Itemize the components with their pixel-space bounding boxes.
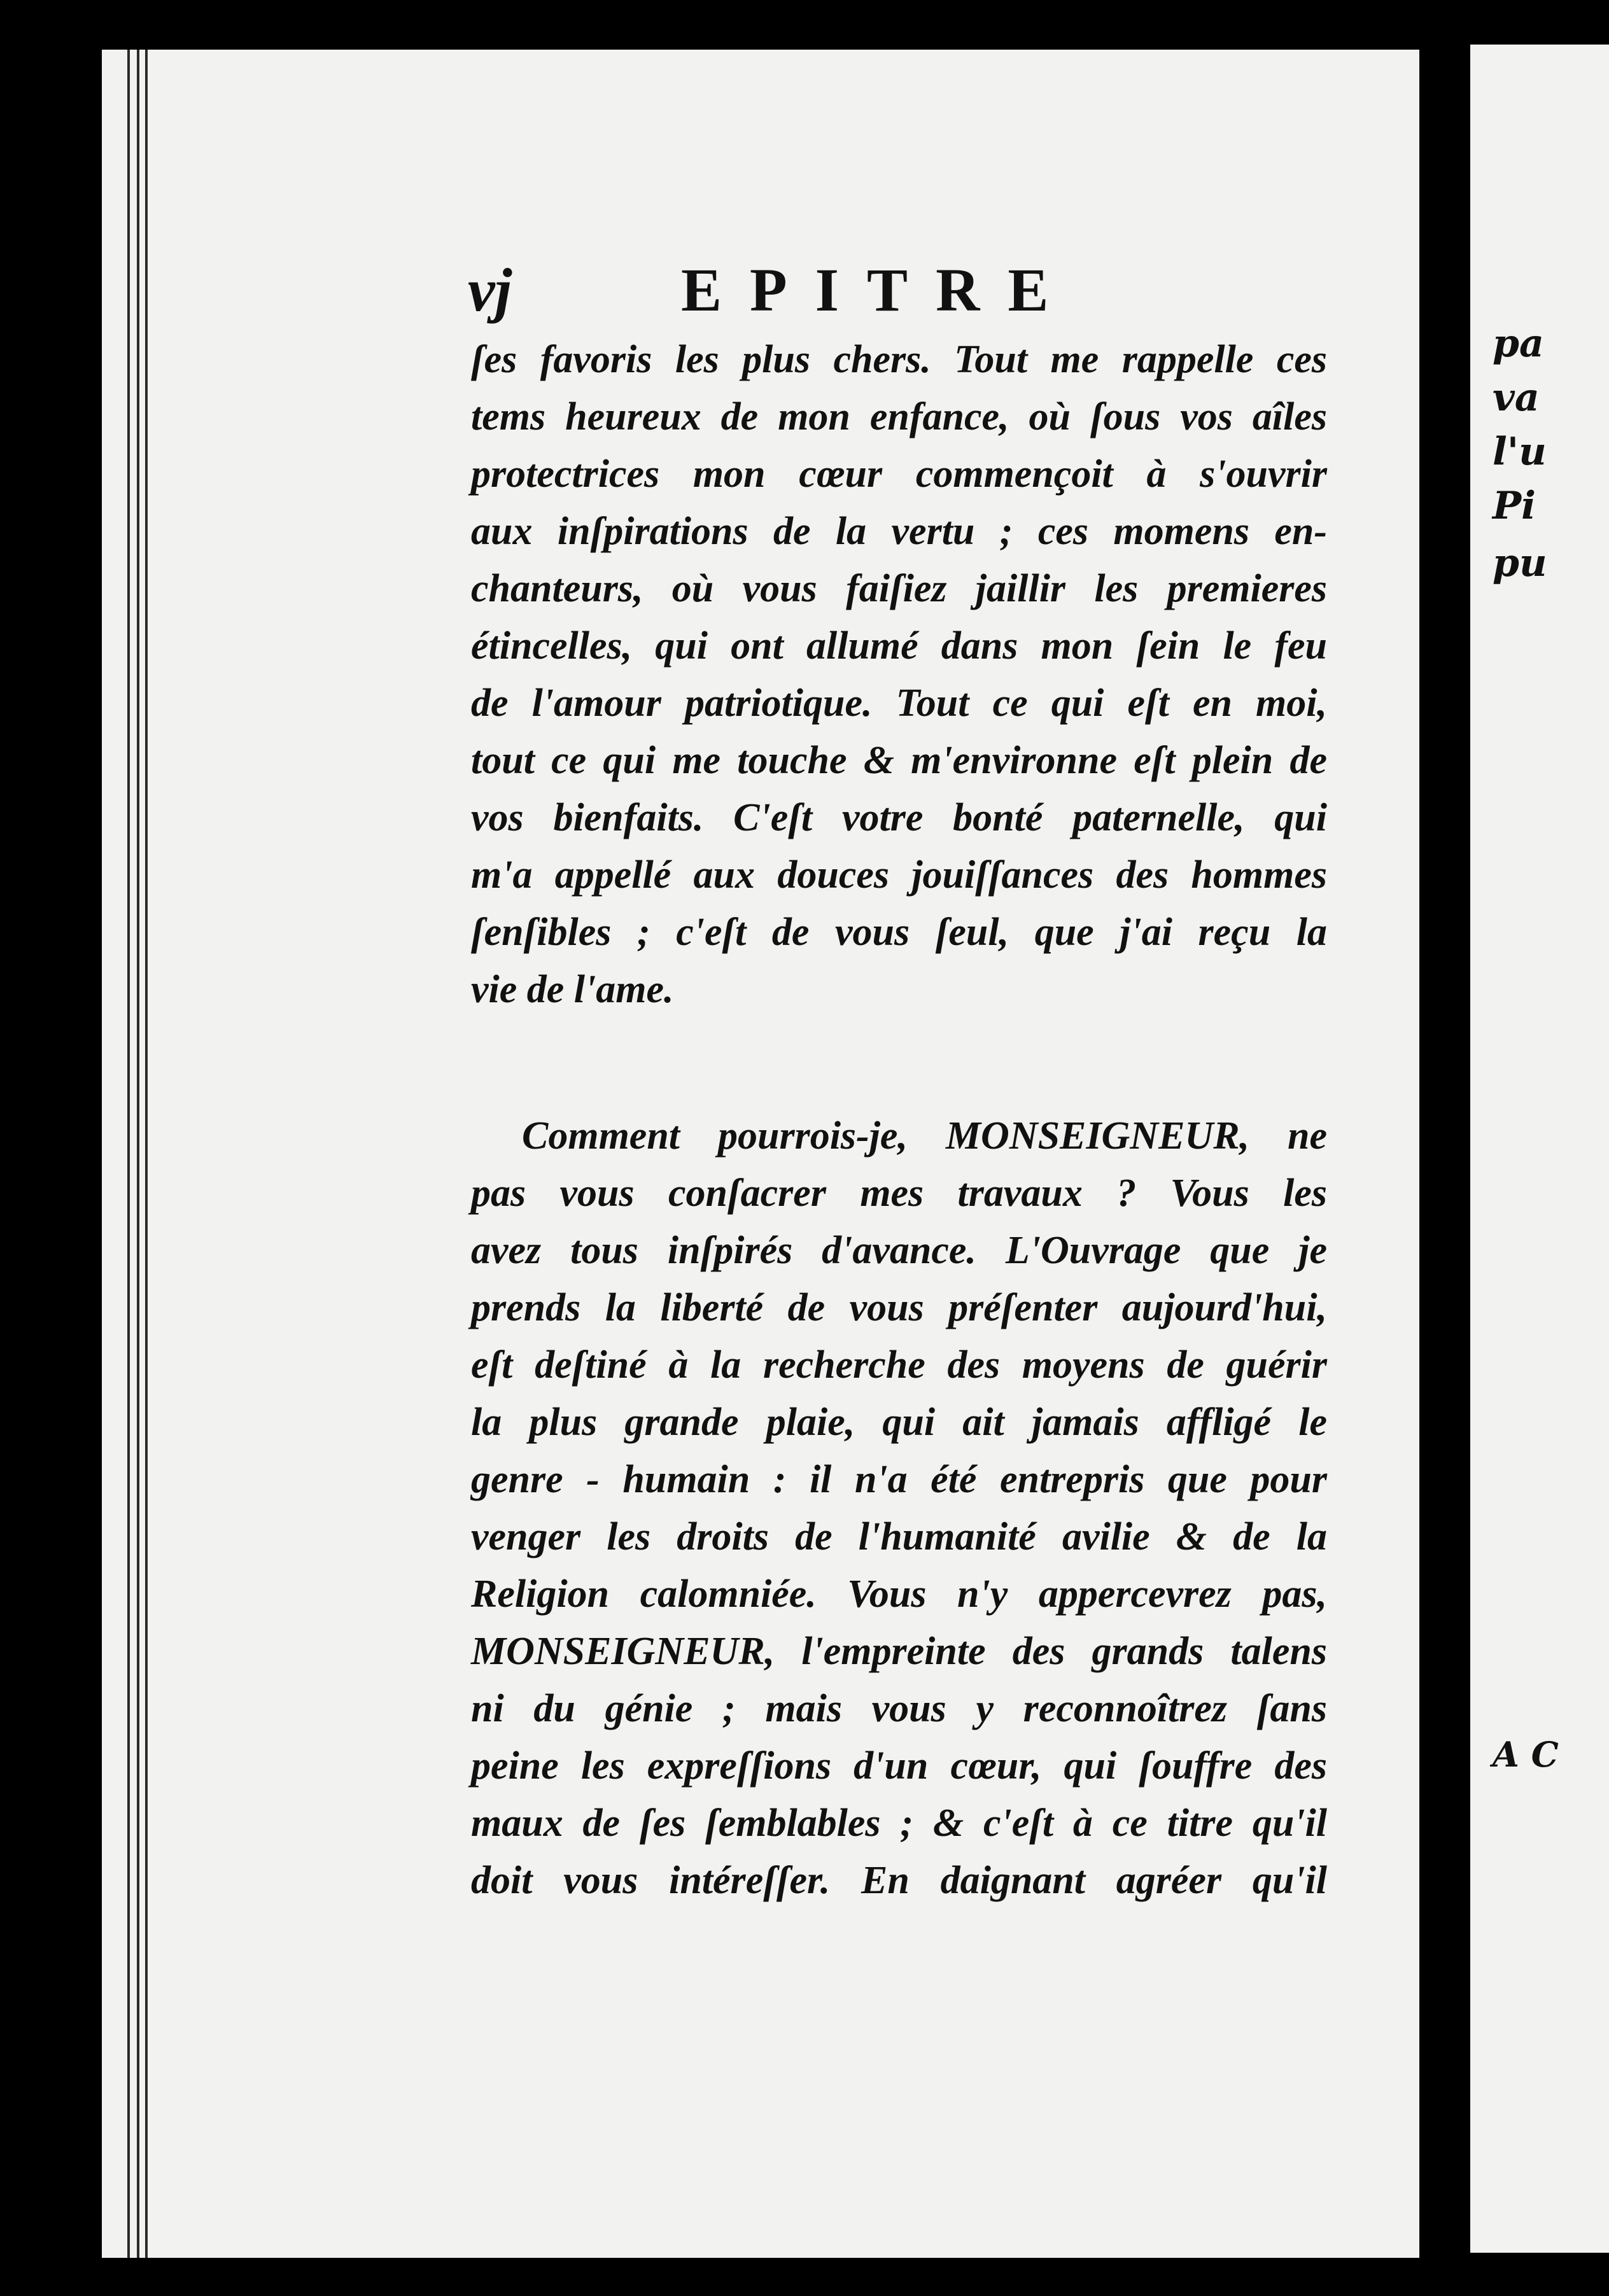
page-edge-line (145, 50, 148, 2258)
text-line: de l'amour patriotique. Tout ce qui eſt en moi, (471, 682, 1327, 725)
text-line: vie de l'ame. (471, 968, 674, 1011)
text-line: genre - humain : il n'a été entrepris que pour (471, 1458, 1327, 1501)
text-line: Religion calomniée. Vous n'y appercevrez pas, (471, 1572, 1327, 1616)
facing-page-fragment: A C (1493, 1734, 1559, 1775)
text-line: maux de ſes ſemblables ; & c'eſt à ce titre qu'il (471, 1802, 1327, 1845)
text-line: protectrices mon cœur commençoit à s'ouvrir (471, 452, 1327, 496)
page-header (468, 255, 1321, 325)
page-number: vj (468, 256, 512, 324)
text-line: peine les expreſſions d'un cœur, qui ſouffre des (471, 1744, 1327, 1788)
paragraph-gap (471, 1018, 1327, 1107)
facing-page-fragment: Pi (1493, 484, 1536, 528)
body-text (471, 331, 1327, 1909)
text-line: prends la liberté de vous préſenter aujourd'hui, (471, 1286, 1327, 1329)
text-line: m'a appellé aux douces jouiſſances des hommes (471, 853, 1327, 897)
facing-page (1470, 45, 1609, 2253)
text-line: tout ce qui me touche & m'environne eſt plein de (471, 739, 1327, 782)
facing-page-fragment: va (1493, 375, 1540, 420)
text-line: étincelles, qui ont allumé dans mon ſein le feu (471, 624, 1327, 668)
text-line: Comment pourrois-je, MONSEIGNEUR, ne (522, 1114, 1327, 1158)
text-line: la plus grande plaie, qui ait jamais affligé le (471, 1401, 1327, 1444)
text-line: chanteurs, où vous faiſiez jaillir les premieres (471, 567, 1327, 610)
page-edge-line (137, 50, 139, 2258)
facing-page-fragment: pu (1493, 541, 1547, 585)
text-line: ſes favoris les plus chers. Tout me rappelle ces (471, 338, 1327, 381)
text-line: MONSEIGNEUR, l'empreinte des grands talens (471, 1630, 1327, 1673)
text-line: venger les droits de l'humanité avilie & de la (471, 1515, 1327, 1558)
text-line: eſt deſtiné à la recherche des moyens de guérir (471, 1343, 1327, 1387)
text-line: pas vous conſacrer mes travaux ? Vous les (471, 1172, 1327, 1215)
text-line: aux inſpirations de la vertu ; ces momens en- (471, 510, 1327, 553)
text-line: doit vous intéreſſer. En daignant agréer qu'il (471, 1859, 1327, 1902)
text-line: vos bienfaits. C'eſt votre bonté paternelle, qui (471, 796, 1327, 839)
text-line: ſenſibles ; c'eſt de vous ſeul, que j'ai reçu la (471, 911, 1327, 954)
text-line: tems heureux de mon enfance, où ſous vos aîles (471, 395, 1327, 438)
running-title: EPITRE (681, 256, 1077, 324)
text-line: avez tous inſpirés d'avance. L'Ouvrage que je (471, 1229, 1327, 1272)
facing-page-fragment: pa (1493, 321, 1544, 366)
facing-page-fragment: l'u (1493, 430, 1547, 474)
text-line: ni du génie ; mais vous y reconnoîtrez ſans (471, 1687, 1327, 1730)
page-edge-line (127, 50, 130, 2258)
